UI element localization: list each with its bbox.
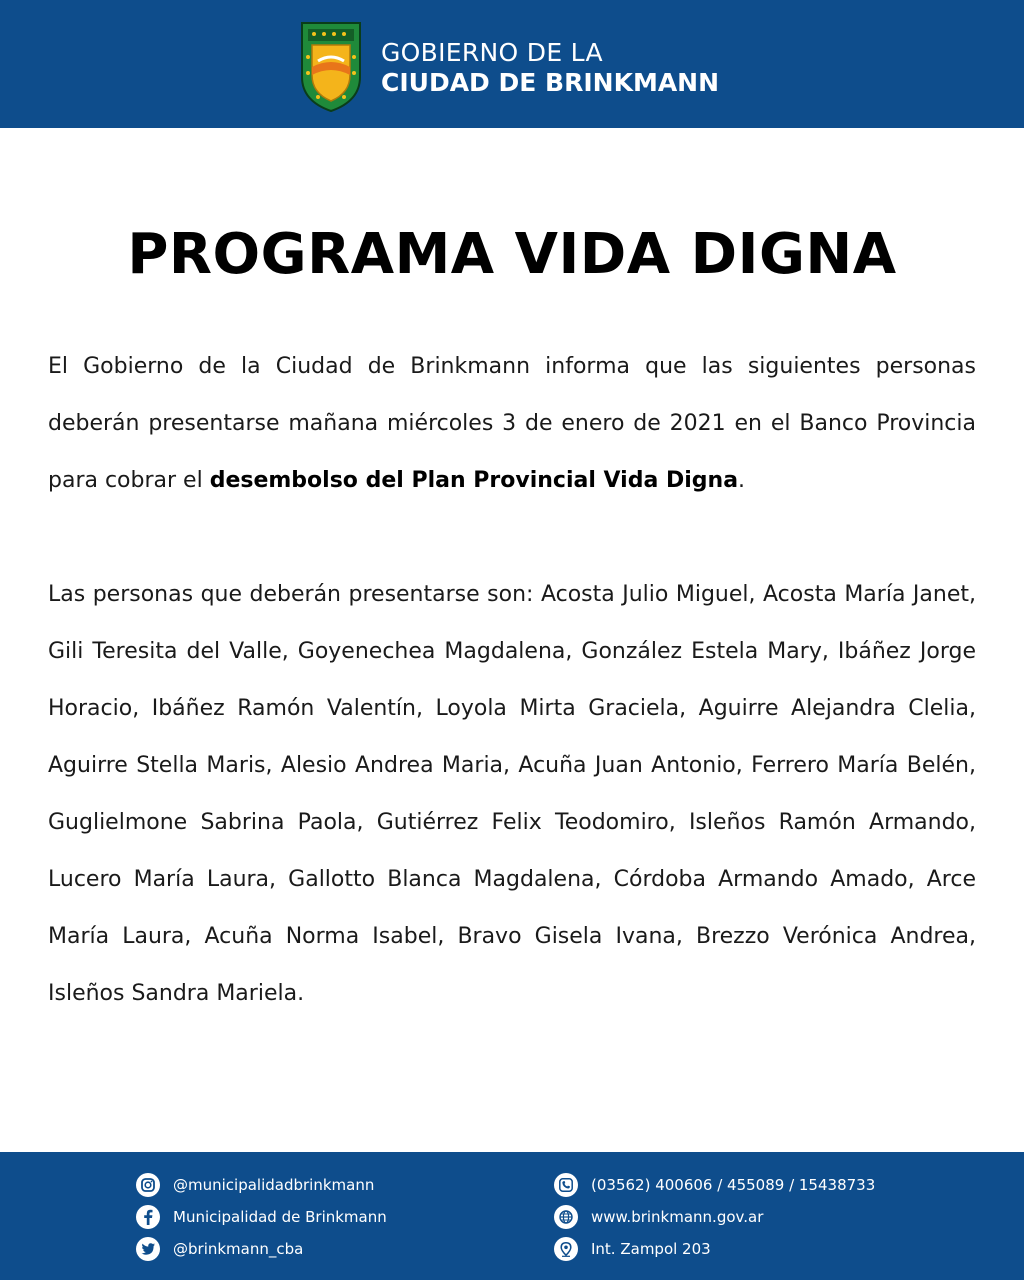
twitter-contact[interactable]	[136, 1237, 303, 1261]
intro-paragraph	[48, 338, 976, 509]
header-banner	[0, 0, 1024, 128]
instagram-handle: @municipalidadbrinkmann	[173, 1176, 375, 1194]
intro-end: .	[738, 468, 746, 493]
address-contact[interactable]	[554, 1237, 711, 1261]
instagram-icon	[136, 1173, 160, 1197]
footer-banner	[0, 1152, 1024, 1280]
twitter-handle: @brinkmann_cba	[173, 1240, 304, 1258]
instagram-contact[interactable]	[136, 1173, 374, 1197]
location-pin-icon	[554, 1237, 578, 1261]
street-address: Int. Zampol 203	[591, 1240, 711, 1258]
globe-icon	[554, 1205, 578, 1229]
city-crest-icon	[298, 17, 364, 113]
twitter-icon	[136, 1237, 160, 1261]
names-paragraph: Las personas que deberán presentarse son: Acosta Julio Miguel, Acosta María Janet, Gili Teresita del Valle, Goyenechea Magdalena, González Estela Mary, Ibáñez Jorge Horacio, Ibáñez Ramón Valentín, Loyola Mirta Graciela, Aguirre Alejandra Clelia, Aguirre Stella Maris, Alesio Andrea Maria, Acuña Juan Antonio, Ferrero María Belén, Guglielmone Sabrina Paola, Gutiérrez Felix Teodomiro, Isleños Ramón Armando, Lucero María Laura, Gallotto Blanca Magdalena, Córdoba Armando Amado, Arce María Laura, Acuña Norma Isabel, Bravo Gisela Ivana, Brezzo Verónica Andrea, Isleños Sandra Mariela.	[48, 582, 976, 1006]
phone-icon	[554, 1173, 578, 1197]
facebook-page: Municipalidad de Brinkmann	[173, 1208, 387, 1226]
phone-numbers: (03562) 400606 / 455089 / 15438733	[591, 1176, 876, 1194]
facebook-contact[interactable]	[136, 1205, 387, 1229]
facebook-icon	[136, 1205, 160, 1229]
brand-title	[381, 38, 719, 98]
brand-line-2: CIUDAD DE BRINKMANN	[381, 68, 720, 97]
intro-text: El Gobierno de la Ciudad de Brinkmann informa que las siguientes personas deberán presentarse mañana miércoles 3 de enero de 2021 en el Banco Provincia para cobrar el	[48, 354, 976, 493]
website-url: www.brinkmann.gov.ar	[591, 1208, 764, 1226]
phone-contact[interactable]	[554, 1173, 875, 1197]
brand-line-1: GOBIERNO DE LA	[381, 38, 603, 67]
website-contact[interactable]	[554, 1205, 763, 1229]
page-title: PROGRAMA VIDA DIGNA	[127, 222, 897, 287]
intro-bold-text: desembolso del Plan Provincial Vida Digna	[209, 468, 739, 493]
